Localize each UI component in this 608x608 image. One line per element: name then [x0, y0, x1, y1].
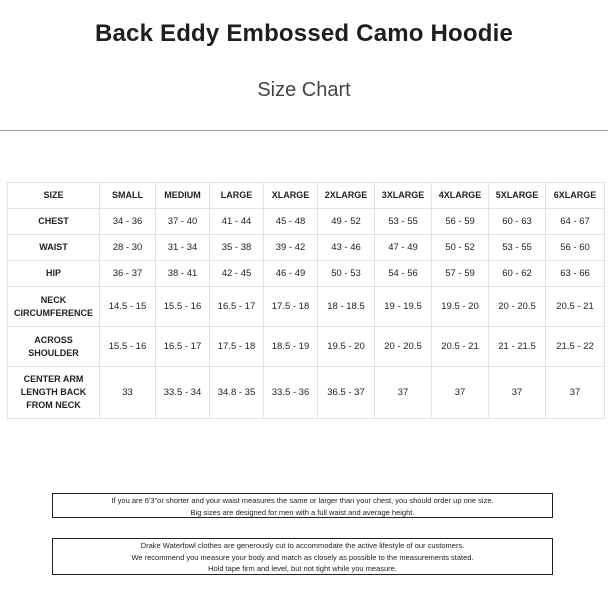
- table-row: [8, 367, 605, 419]
- table-cell: 53 - 55: [375, 209, 432, 235]
- row-label: CHEST: [8, 209, 100, 235]
- note-line: Drake Waterfowl clothes are generously cut to accommodate the active lifestyle of our customers.: [140, 541, 465, 550]
- header-cell: SIZE: [8, 183, 100, 209]
- table-cell: 14.5 - 15: [100, 287, 156, 327]
- table-cell: 20 - 20.5: [489, 287, 546, 327]
- table-cell: 39 - 42: [264, 235, 318, 261]
- table-cell: 21 - 21.5: [489, 327, 546, 367]
- table-row: [8, 327, 605, 367]
- table-cell: 46 - 49: [264, 261, 318, 287]
- table-cell: 28 - 30: [100, 235, 156, 261]
- table-cell: 37: [432, 367, 489, 419]
- table-cell: 50 - 52: [432, 235, 489, 261]
- table-cell: 36 - 37: [100, 261, 156, 287]
- row-label: ACROSS SHOULDER: [8, 327, 100, 367]
- table-row: [8, 287, 605, 327]
- table-cell: 35 - 38: [210, 235, 264, 261]
- header-cell: 3XLARGE: [375, 183, 432, 209]
- divider: [0, 130, 608, 131]
- table-cell: 57 - 59: [432, 261, 489, 287]
- size-chart-table: [7, 182, 605, 419]
- table-cell: 18 - 18.5: [318, 287, 375, 327]
- table-cell: 21.5 - 22: [546, 327, 605, 367]
- header-cell: SMALL: [100, 183, 156, 209]
- row-label: NECK CIRCUMFERENCE: [8, 287, 100, 327]
- table-cell: 45 - 48: [264, 209, 318, 235]
- table-cell: 34 - 36: [100, 209, 156, 235]
- table-cell: 19.5 - 20: [432, 287, 489, 327]
- table-cell: 43 - 46: [318, 235, 375, 261]
- table-cell: 19 - 19.5: [375, 287, 432, 327]
- table-cell: 49 - 52: [318, 209, 375, 235]
- table-cell: 37: [375, 367, 432, 419]
- table-cell: 19.5 - 20: [318, 327, 375, 367]
- header-cell: 5XLARGE: [489, 183, 546, 209]
- table-cell: 16.5 - 17: [210, 287, 264, 327]
- table-cell: 33.5 - 34: [156, 367, 210, 419]
- table-row: [8, 261, 605, 287]
- table-cell: 37 - 40: [156, 209, 210, 235]
- table-cell: 63 - 66: [546, 261, 605, 287]
- table-cell: 37: [546, 367, 605, 419]
- row-label: CENTER ARM LENGTH BACK FROM NECK: [8, 367, 100, 419]
- table-cell: 37: [489, 367, 546, 419]
- header-cell: XLARGE: [264, 183, 318, 209]
- row-label: WAIST: [8, 235, 100, 261]
- row-label: HIP: [8, 261, 100, 287]
- table-cell: 38 - 41: [156, 261, 210, 287]
- header-cell: 4XLARGE: [432, 183, 489, 209]
- note-line: We recommend you measure your body and match as closely as possible to the measurements stated.: [131, 552, 474, 562]
- table-cell: 17.5 - 18: [264, 287, 318, 327]
- table-cell: 64 - 67: [546, 209, 605, 235]
- page-subtitle: Size Chart: [257, 79, 351, 101]
- table-cell: 34.8 - 35: [210, 367, 264, 419]
- table-cell: 18.5 - 19: [264, 327, 318, 367]
- sizing-note-box: [52, 493, 553, 518]
- table-cell: 36.5 - 37: [318, 367, 375, 419]
- table-cell: 17.5 - 18: [210, 327, 264, 367]
- table-cell: 33.5 - 36: [264, 367, 318, 419]
- table-cell: 60 - 63: [489, 209, 546, 235]
- table-cell: 41 - 44: [210, 209, 264, 235]
- table-cell: 42 - 45: [210, 261, 264, 287]
- note-line: Big sizes are designed for men with a full waist and average height.: [190, 507, 415, 517]
- table-cell: 20.5 - 21: [546, 287, 605, 327]
- table-cell: 16.5 - 17: [156, 327, 210, 367]
- measuring-note-box: [52, 538, 553, 575]
- header-cell: MEDIUM: [156, 183, 210, 209]
- table-cell: 33: [100, 367, 156, 419]
- header-cell: LARGE: [210, 183, 264, 209]
- header-cell: 2XLARGE: [318, 183, 375, 209]
- page-title: Back Eddy Embossed Camo Hoodie: [94, 20, 514, 47]
- table-cell: 54 - 56: [375, 261, 432, 287]
- table-cell: 20.5 - 21: [432, 327, 489, 367]
- table-cell: 20 - 20.5: [375, 327, 432, 367]
- table-cell: 56 - 60: [546, 235, 605, 261]
- table-cell: 53 - 55: [489, 235, 546, 261]
- table-header-row: [8, 183, 605, 209]
- table-cell: 56 - 59: [432, 209, 489, 235]
- table-row: [8, 209, 605, 235]
- table-cell: 50 - 53: [318, 261, 375, 287]
- table-cell: 31 - 34: [156, 235, 210, 261]
- header-cell: 6XLARGE: [546, 183, 605, 209]
- note-line: If you are 6'3"or shorter and your waist measures the same or larger than your chest, you should order up one size.: [111, 496, 494, 505]
- table-cell: 15.5 - 16: [100, 327, 156, 367]
- note-line: Hold tape firm and level, but not tight while you measure.: [208, 564, 397, 573]
- table-row: [8, 235, 605, 261]
- table-cell: 47 - 49: [375, 235, 432, 261]
- table-cell: 60 - 62: [489, 261, 546, 287]
- table-cell: 15.5 - 16: [156, 287, 210, 327]
